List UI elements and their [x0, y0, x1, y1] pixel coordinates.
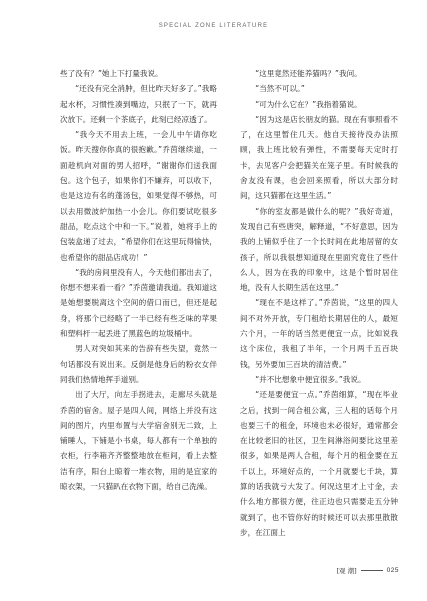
paragraph: “还没有完全消肿，但比昨天好多了。”我略起水杯，习惯性凑到嘴边，只抿了一下，就再次放下。还剩一个茶底子，此刻已经凉透了。	[60, 84, 217, 124]
paragraph: “因为这是店长朋友的猫。现在有事照看不了，在这里暂住几天。他自天接待没办法照顾，我上班比较有弹性，不需要每天定时打卡，去见客户会把猫关在笼子里。有时候我的舍友没有课，也会回来照看，所以大部分时间，这只猫都在这里生活。”	[240, 114, 398, 201]
paragraph: “并不比想象中便宜很多。”我说。	[255, 374, 366, 384]
running-header: SPECIAL ZONE LITERATURE	[158, 23, 269, 29]
page-number: 025	[386, 567, 399, 574]
page-footer	[336, 566, 399, 575]
right-text-column	[240, 66, 398, 540]
left-text-column	[60, 66, 217, 494]
paragraph: “你的室友都是做什么的呢？”我好奇道，发现自己有些唐突，解释道，“不好意思，因为我的上铺似乎住了一个长时间在此地居留的女孩子，所以我很想知道现在里面究竟住了些什么人，因为在我的印象中，这是个暂时居住地，没有人长期生活在这里。”	[240, 206, 398, 293]
paragraph: “我今天不用去上班，一会儿中午请你吃饭。昨天搜你你真的很抱歉。”乔茵继续道，一面趁机向对面的男人招呼，“谢谢你们送我面包。这个包子，如果你们不嫌弃，可以收下，也是这边有名的蓬汤包，如果觉得不够热，可以去用微波炉加热一小会儿。你们要试吃很多甜品，吃点这个中和一下。”说着，她将手上的包装盒递了过去，“希望你们在这里玩得愉快，也希望你的甜品店成功！”	[60, 130, 217, 262]
paragraph: “可为什么它在？”我指着猫说。	[255, 99, 362, 109]
paragraph: “还是要便宜一点。”乔茵细算，“现在毕业之后，找到一间合租公寓，三人租的话每个月也要三千的租金，环境也未必很好，通常都会在比较老旧的社区，卫生间淋浴间要比这里差很多，如果是两人合租，每个月的租金要在五千以上，环境好点的，一个月就要七千块，算算的话我就亏大发了。何况这里才上寸金，去什么地方都很方便，往正边也只需要走五分钟就到了，也不管你好的时候还可以去那里散散步，在江面上	[240, 390, 398, 537]
paragraph: “这里竟然还能养猫吗？”我问。	[255, 69, 362, 78]
paragraph: “现在不是这样了。”乔茵说，“这里的四人间不对外开放，专门租给长期居住的人，最短六个月，一年的话当然更便宜一点，比如说我这个床位，我租了半年，一个月两千五百块钱，另外要加三百块的清洁费。”	[240, 298, 398, 369]
paragraph: “当然不可以。”	[255, 84, 305, 94]
paragraph: “我的房间里没有人，今天他们都出去了，你想不想来看一看？”乔茵邀请我道。我知道这是她想要脱离这个空间的借口而已，但还是起身，将那个已经略了一半已经有些乏味的苹果和塑料杆一起丢进了黑蓝色的垃圾桶中。	[60, 267, 217, 339]
paragraph: 出了大厅，向左手拐进去，走廊尽头就是乔茵的宿舍。屋子是四人间，网络上并没有这间的图片，内里布置与大学宿舍别无二致，上铺睡人，下铺是小书桌，每人都有一个单独的衣柜，行李箱齐齐整整地放在柜间，看上去整洁有序，阳台上晾着一堆衣物，用的是宜家的晾衣架，一只猫趴在衣物下面，给自己洗澡。	[60, 390, 217, 492]
paragraph: 男人对突如其来的告辞有些失望，竟然一句话都没有说出来。反倒是他身后的粉衣女伴同我们热情地挥手道别。	[60, 344, 217, 384]
footer-rule	[361, 570, 383, 571]
magazine-name: [观 潮]	[336, 567, 357, 575]
paragraph: 些了没有？”她上下打量我说。	[60, 69, 163, 78]
